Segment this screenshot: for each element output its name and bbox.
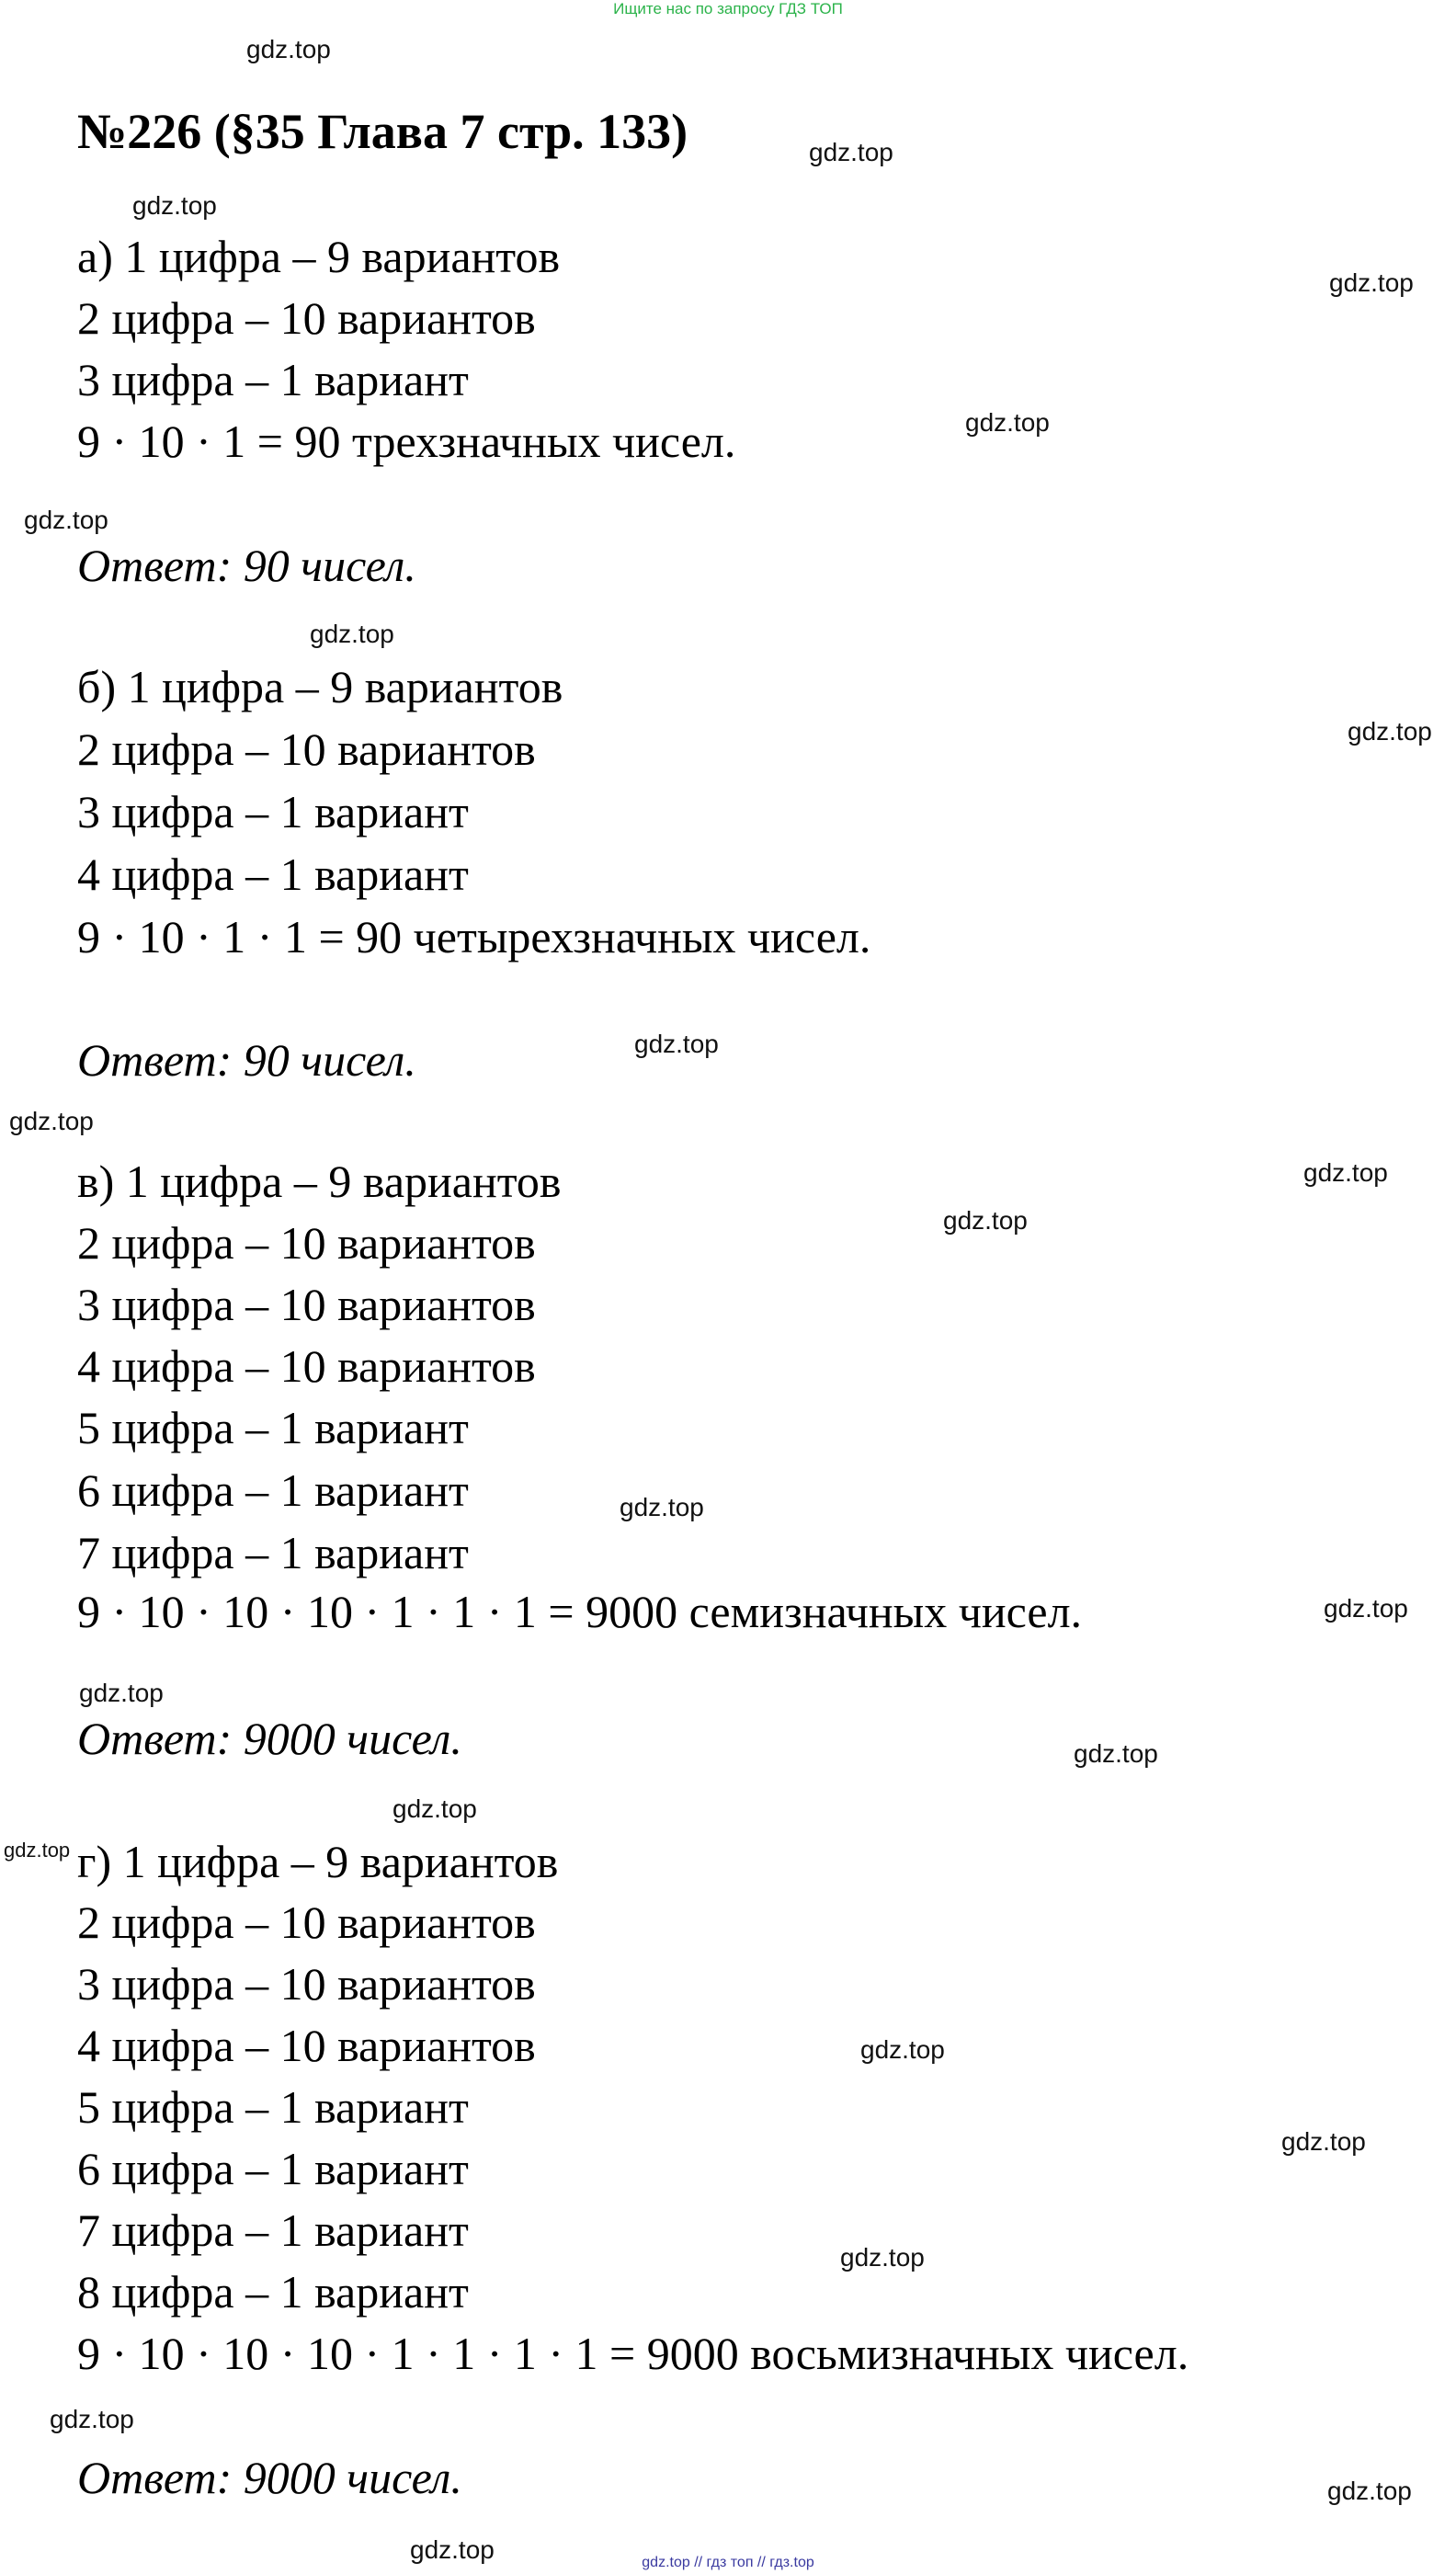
- solution-line: 3 цифра – 1 вариант: [77, 354, 469, 405]
- solution-line: 2 цифра – 10 вариантов: [77, 1217, 536, 1269]
- solution-line: 5 цифра – 1 вариант: [77, 1402, 469, 1453]
- solution-line: 6 цифра – 1 вариант: [77, 1464, 469, 1516]
- solution-line: г) 1 цифра – 9 вариантов: [77, 1836, 559, 1887]
- watermark: gdz.top: [809, 138, 893, 166]
- watermark: gdz.top: [392, 1794, 477, 1823]
- solution-line: 2 цифра – 10 вариантов: [77, 292, 536, 344]
- solution-line: 9 · 10 · 10 · 10 · 1 · 1 · 1 · 1 = 9000 восьмизначных чисел.: [77, 2328, 1189, 2379]
- search-banner[interactable]: Ищите нас по запросу ГДЗ ТОП: [613, 0, 843, 17]
- watermark: gdz.top: [24, 506, 108, 534]
- solution-line: 8 цифра – 1 вариант: [77, 2266, 469, 2318]
- solution-line: 3 цифра – 10 вариантов: [77, 1279, 536, 1330]
- solution-line: 3 цифра – 1 вариант: [77, 786, 469, 837]
- footer-links[interactable]: gdz.top // гдз топ // гдз.top: [642, 2555, 814, 2570]
- answer-line: Ответ: 90 чисел.: [77, 540, 416, 591]
- watermark: gdz.top: [410, 2535, 495, 2564]
- watermark: gdz.top: [1303, 1158, 1388, 1187]
- solution-line: 7 цифра – 1 вариант: [77, 1527, 469, 1578]
- watermark: gdz.top: [620, 1493, 704, 1521]
- solution-line: 2 цифра – 10 вариантов: [77, 1896, 536, 1948]
- solution-line: 2 цифра – 10 вариантов: [77, 723, 536, 775]
- watermark: gdz.top: [1329, 268, 1414, 297]
- watermark: gdz.top: [1348, 717, 1432, 746]
- watermark: gdz.top: [79, 1679, 164, 1707]
- watermark: gdz.top: [310, 620, 394, 648]
- solution-line: 3 цифра – 10 вариантов: [77, 1958, 536, 2010]
- solution-line: 7 цифра – 1 вариант: [77, 2204, 469, 2256]
- watermark: gdz.top: [9, 1107, 94, 1135]
- solution-line: 9 · 10 · 1 · 1 = 90 четырехзначных чисел.: [77, 911, 871, 962]
- watermark: gdz.top: [965, 408, 1050, 437]
- watermark: gdz.top: [132, 191, 217, 220]
- solution-line: 9 · 10 · 10 · 10 · 1 · 1 · 1 = 9000 семизначных чисел.: [77, 1586, 1083, 1637]
- answer-line: Ответ: 90 чисел.: [77, 1034, 416, 1086]
- solution-line: 4 цифра – 10 вариантов: [77, 1340, 536, 1392]
- watermark: gdz.top: [4, 1839, 71, 1862]
- solution-line: 9 · 10 · 1 = 90 трехзначных чисел.: [77, 416, 736, 467]
- solution-line: 4 цифра – 1 вариант: [77, 849, 469, 900]
- page-title: №226 (§35 Глава 7 стр. 133): [77, 104, 688, 159]
- answer-line: Ответ: 9000 чисел.: [77, 1713, 462, 1764]
- watermark: gdz.top: [860, 2035, 945, 2064]
- watermark: gdz.top: [840, 2243, 925, 2272]
- watermark: gdz.top: [634, 1030, 719, 1058]
- solution-line: б) 1 цифра – 9 вариантов: [77, 661, 563, 712]
- solution-line: 4 цифра – 10 вариантов: [77, 2020, 536, 2071]
- watermark: gdz.top: [1074, 1739, 1158, 1768]
- watermark: gdz.top: [1324, 1594, 1408, 1623]
- solution-line: 5 цифра – 1 вариант: [77, 2081, 469, 2133]
- watermark: gdz.top: [50, 2405, 134, 2433]
- solution-line: 6 цифра – 1 вариант: [77, 2143, 469, 2194]
- watermark: gdz.top: [1327, 2477, 1412, 2505]
- watermark: gdz.top: [246, 35, 331, 63]
- answer-line: Ответ: 9000 чисел.: [77, 2452, 462, 2503]
- watermark: gdz.top: [1281, 2127, 1366, 2156]
- solution-line: в) 1 цифра – 9 вариантов: [77, 1156, 562, 1207]
- watermark: gdz.top: [943, 1206, 1028, 1235]
- solution-line: а) 1 цифра – 9 вариантов: [77, 231, 561, 282]
